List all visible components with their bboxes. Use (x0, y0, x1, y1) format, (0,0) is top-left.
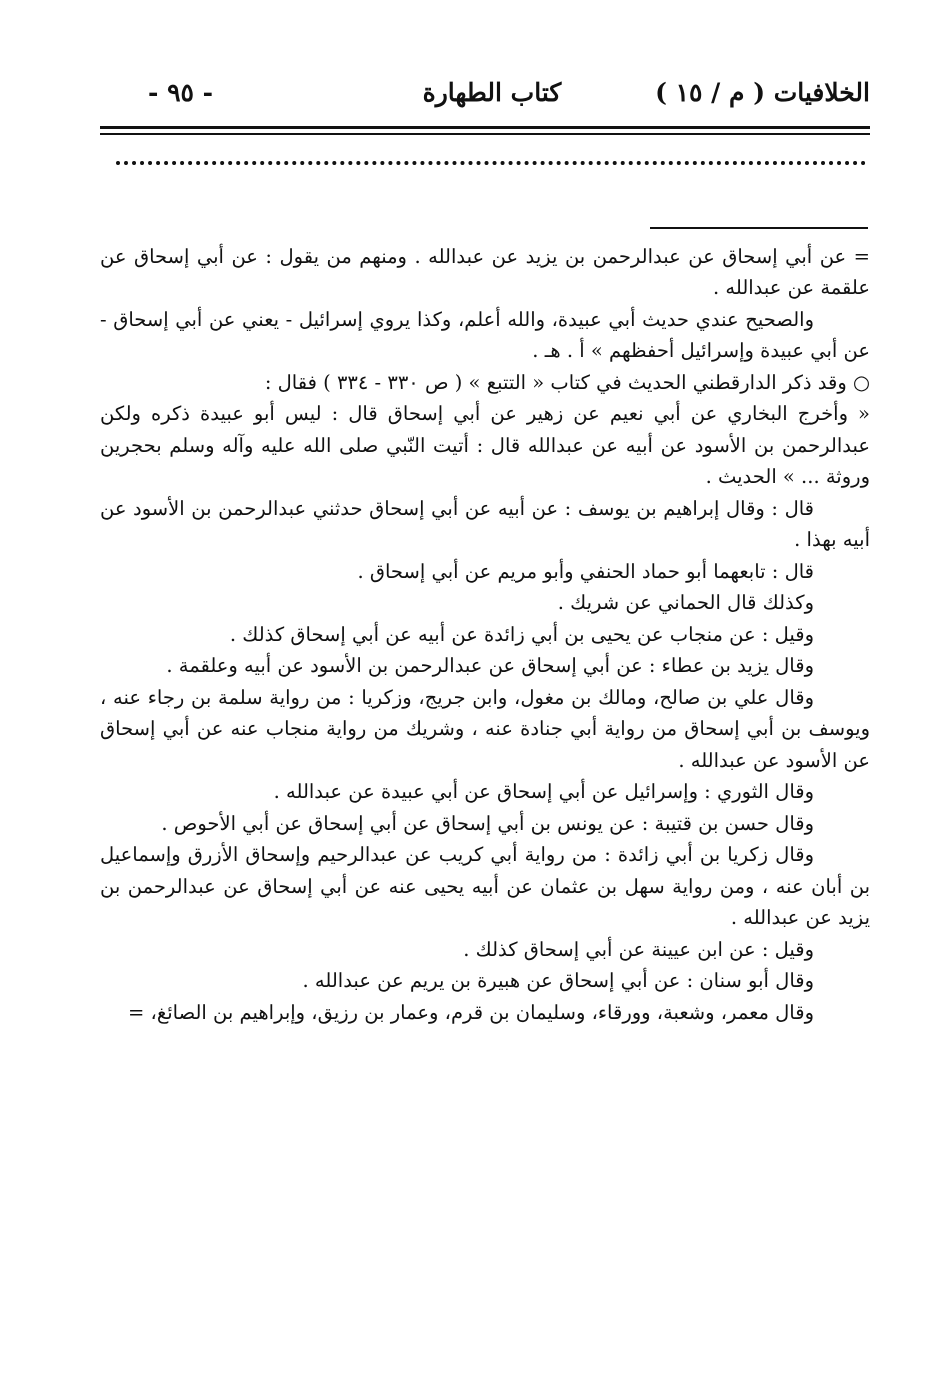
footnote-paragraph: والصحيح عندي حديث أبي عبيدة، والله أعلم، وكذا يروي إسرائيل - يعني عن أبي إسحاق - عن أبي عبيدة وإسرائيل أحفظهم » أ . هـ . (100, 307, 870, 362)
footnote-text (100, 241, 870, 1029)
running-header (100, 70, 870, 122)
footnote-paragraph: وقال زكريا بن أبي زائدة : من رواية أبي كريب عن عبدالرحيم وإسحاق الأزرق وإسماعيل بن أبان عنه ، ومن رواية سهل بن عثمان عن أبيه يحيى عنه عن أبي إسحاق عن عبدالرحمن بن يزيد عن عبدالله . (100, 843, 870, 929)
footnote-paragraph: = عن أبي إسحاق عن عبدالرحمن بن يزيد عن عبدالله . ومنهم من يقول : عن أبي إسحاق عن علقمة عن عبدالله . (100, 244, 870, 299)
footnote-paragraph: وقال أبو سنان : عن أبي إسحاق عن هبيرة بن يريم عن عبدالله . (302, 969, 814, 992)
header-rule-thin (100, 133, 870, 135)
footnote-paragraph: وكذلك قال الحماني عن شريك . (557, 591, 814, 614)
elided-text-dots (116, 161, 866, 175)
footnote-paragraph: قال : تابعهما أبو حماد الحنفي وأبو مريم عن أبي إسحاق . (357, 559, 814, 583)
footnote-paragraph: وقيل : عن ابن عيينة عن أبي إسحاق كذلك . (463, 937, 814, 961)
footnote-paragraph: وقال يزيد بن عطاء : عن أبي إسحاق عن عبدالرحمن بن الأسود عن أبيه وعلقمة . (166, 654, 814, 677)
chapter-title: كتاب الطهارة (422, 78, 562, 107)
page-number: - ٩٥ - (148, 78, 214, 107)
footnote-paragraph: وقال علي بن صالح، ومالك بن مغول، وابن جريج، وزكريا : من رواية سلمة بن رجاء عنه ، ويوسف بن أبي إسحاق من رواية أبي جنادة عنه ، وشريك من رواية منجاب عنه عن أبي إسحاق عن الأسود عن عبدالله . (100, 685, 870, 772)
footnote-paragraph: ○ وقد ذكر الدارقطني الحديث في كتاب « التتبع » ( ص ٣٣٠ - ٣٣٤ ) فقال : (264, 370, 870, 394)
footnote-paragraph: « وأخرج البخاري عن أبي نعيم عن زهير عن أبي إسحاق قال : ليس أبو عبيدة ذكره ولكن عبدالرحمن بن الأسود عن أبيه عن عبدالله قال : أتيت النّبي صلى الله عليه وآله وسلم بحجرين وروثة ... » الحديث . (100, 402, 870, 488)
footnote-paragraph: قال : وقال إبراهيم بن يوسف : عن أبيه عن أبي إسحاق حدثني عبدالرحمن بن الأسود عن أبيه بهذا . (100, 496, 870, 551)
header-rule-thick (100, 126, 870, 129)
book-title: الخلافيات ( م / ١٥ ) (655, 78, 870, 107)
page (100, 70, 870, 1028)
footnote-paragraph: وقال الثوري : وإسرائيل عن أبي إسحاق عن أبي عبيدة عن عبدالله . (273, 780, 814, 803)
footnote-separator (650, 227, 868, 229)
footnote-paragraph: وقال حسن بن قتيبة : عن يونس بن أبي إسحاق عن أبي إسحاق عن أبي الأحوص . (161, 811, 814, 835)
footnote-paragraph: وقال معمر، وشعبة، وورقاء، وسليمان بن قرم، وعمار بن رزيق، وإبراهيم بن الصائغ، = (127, 1000, 814, 1024)
footnote-paragraph: وقيل : عن منجاب عن يحيى بن أبي زائدة عن أبيه عن أبي إسحاق كذلك . (229, 622, 814, 646)
